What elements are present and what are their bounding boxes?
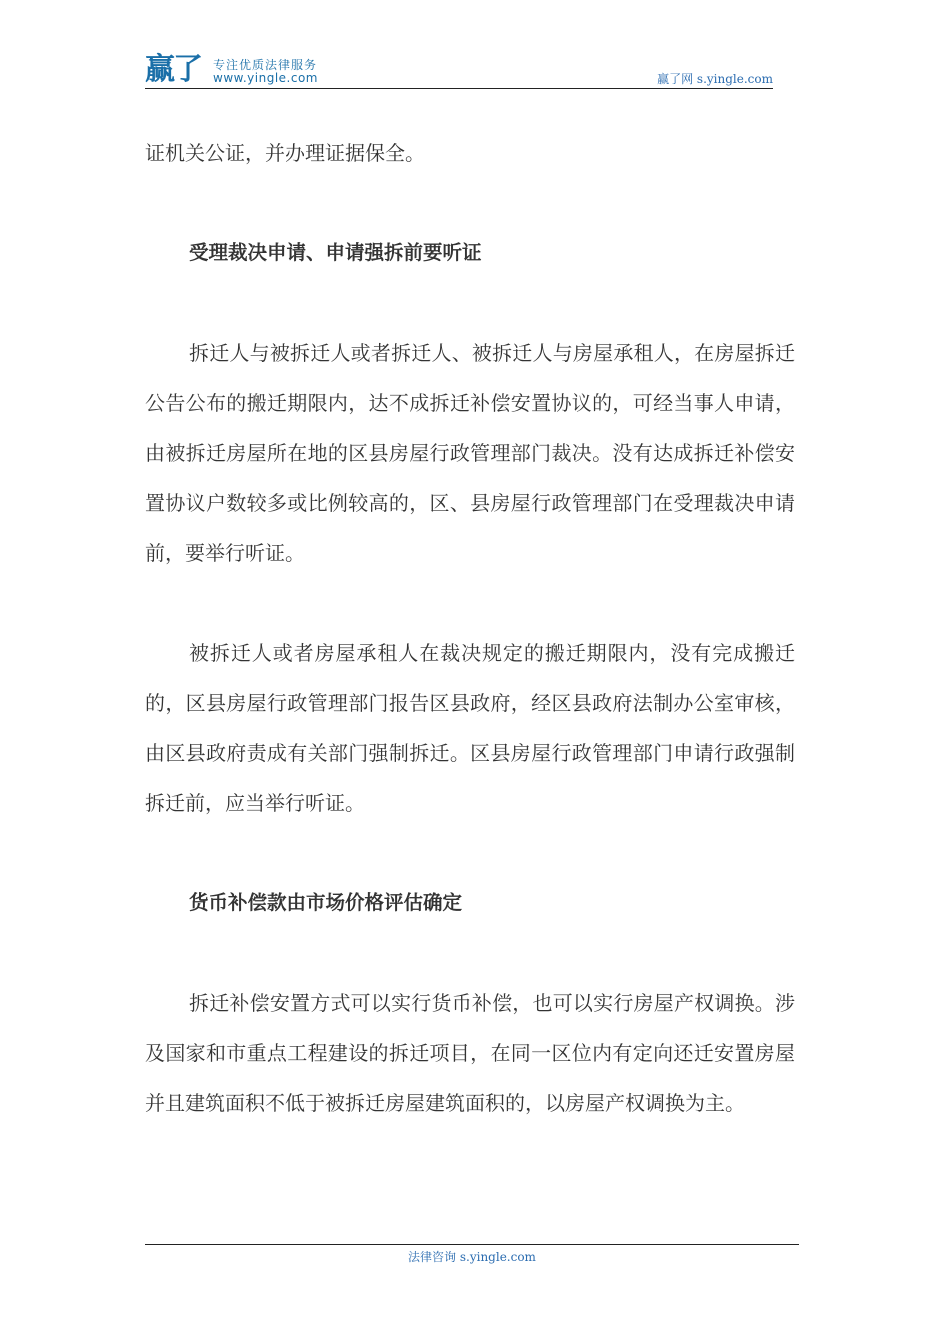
- paragraph: 证机关公证，并办理证据保全。: [145, 141, 425, 165]
- spacer: [145, 828, 795, 878]
- header-site-link[interactable]: 赢了网 s.yingle.com: [657, 72, 773, 86]
- paragraph: 拆迁补偿安置方式可以实行货币补偿，也可以实行房屋产权调换。涉及国家和市重点工程建设的拆迁项目，在同一区位内有定向还迁安置房屋并且建筑面积不低于被拆迁房屋建筑面积的，以房屋产权调换为主。: [145, 991, 795, 1115]
- logo-url[interactable]: www.yingle.com: [213, 71, 318, 85]
- spacer: [145, 178, 795, 228]
- page-header: [145, 52, 773, 89]
- document-body: [145, 128, 795, 1128]
- paragraph: 拆迁人与被拆迁人或者拆迁人、被拆迁人与房屋承租人，在房屋拆迁公告公布的搬迁期限内，达不成拆迁补偿安置协议的，可经当事人申请，由被拆迁房屋所在地的区县房屋行政管理部门裁决。没有达成拆迁补偿安置协议户数较多或比例较高的，区、县房屋行政管理部门在受理裁决申请前，要举行听证。: [145, 341, 795, 565]
- section-heading: 受理裁决申请、申请强拆前要听证: [189, 241, 482, 264]
- footer-link[interactable]: 法律咨询 s.yingle.com: [408, 1250, 536, 1264]
- logo: 赢了: [145, 52, 201, 87]
- paragraph: 被拆迁人或者房屋承租人在裁决规定的搬迁期限内，没有完成搬迁的，区县房屋行政管理部门报告区县政府，经区县政府法制办公室审核，由区县政府责成有关部门强制拆迁。区县房屋行政管理部门申请行政强制拆迁前，应当举行听证。: [145, 641, 795, 815]
- spacer: [145, 928, 795, 978]
- logo-slogan: 专注优质法律服务: [213, 58, 318, 72]
- spacer: [145, 578, 795, 628]
- section-heading: 货币补偿款由市场价格评估确定: [189, 891, 463, 914]
- spacer: [145, 278, 795, 328]
- footer-divider: [145, 1244, 799, 1245]
